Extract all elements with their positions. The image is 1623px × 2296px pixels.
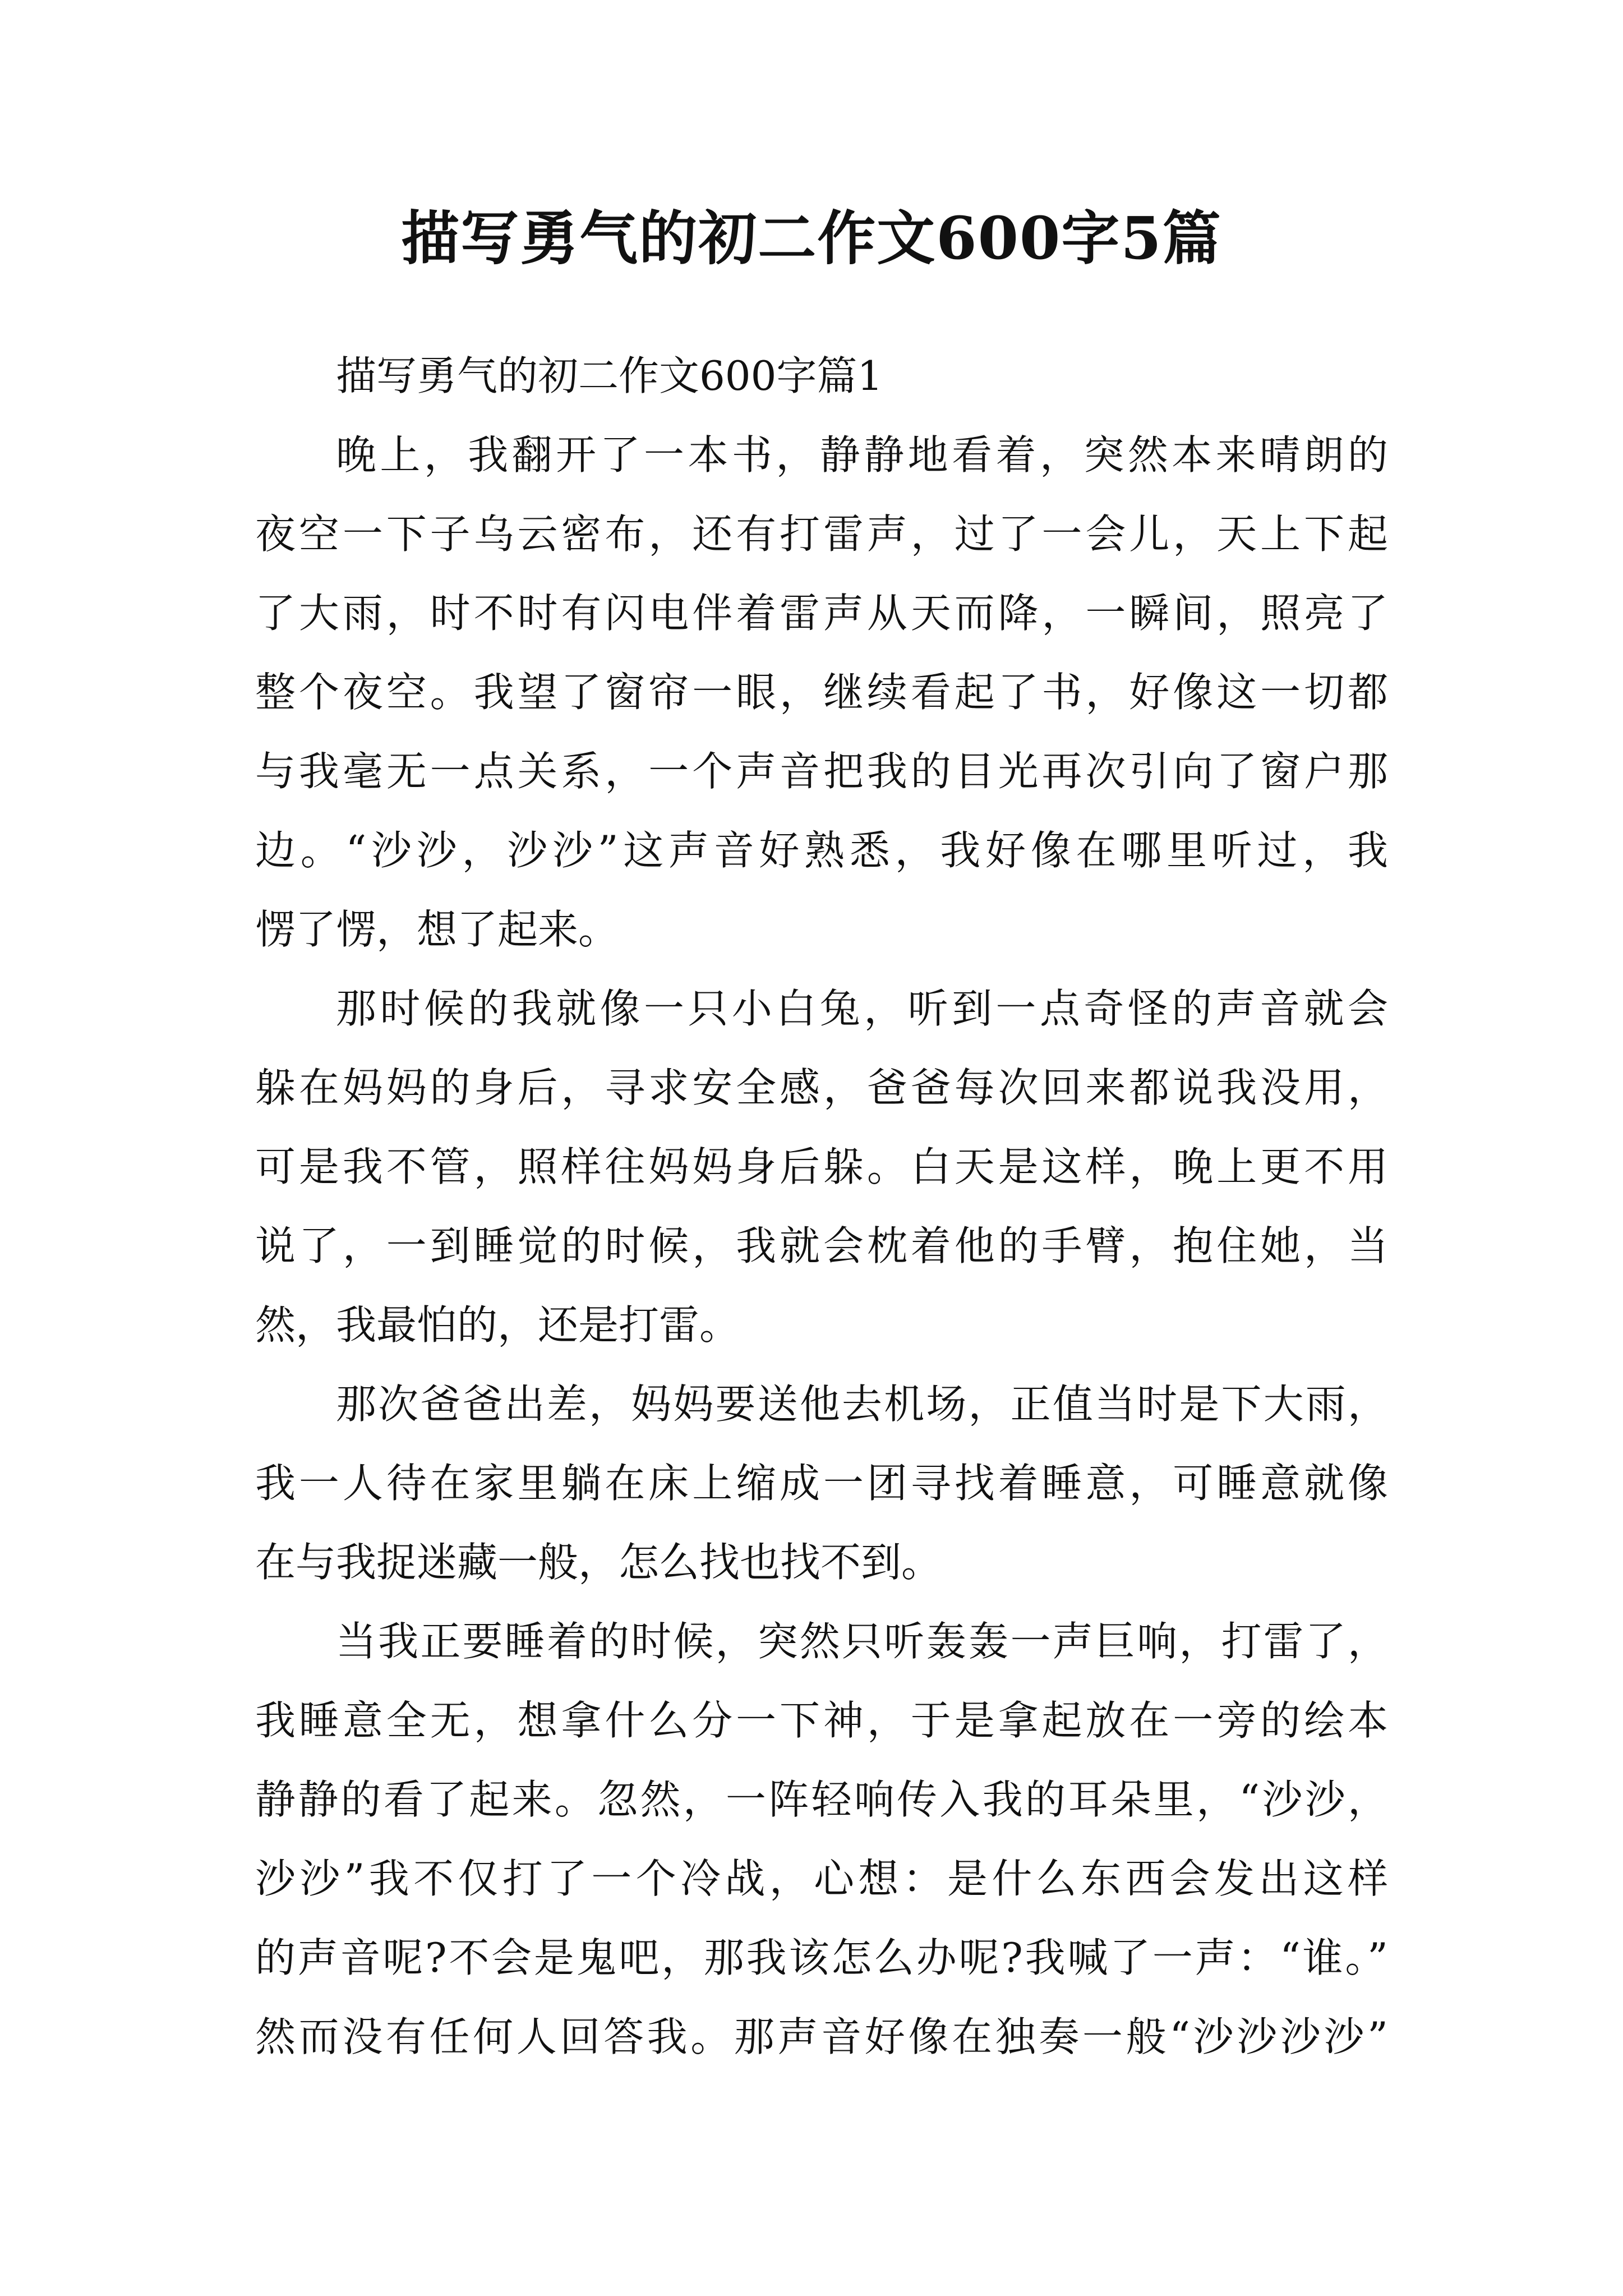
text-line: 可是我不管，照样往妈妈身后躲。白天是这样，晚上更不用 [255, 1143, 1388, 1190]
text-line: 与我毫无一点关系，一个声音把我的目光再次引向了窗户那 [255, 748, 1388, 795]
paragraph-4 [255, 1602, 1388, 2077]
text-line: 我一人待在家里躺在床上缩成一团寻找着睡意，可睡意就像 [255, 1460, 1388, 1507]
text-line: 躲在妈妈的身后，寻求安全感，爸爸每次回来都说我没用， [255, 1064, 1388, 1111]
text-line: 那时候的我就像一只小白兔，听到一点奇怪的声音就会 [336, 985, 1388, 1032]
text-line: 整个夜空。我望了窗帘一眼，继续看起了书，好像这一切都 [255, 669, 1388, 716]
section-heading: 描写勇气的初二作文600字篇1 [336, 352, 883, 399]
text-line: 的声音呢?不会是鬼吧，那我该怎么办呢?我喊了一声：“谁。” [255, 1934, 1388, 1981]
text-line: 说了，一到睡觉的时候，我就会枕着他的手臂，抱住她，当 [255, 1222, 1388, 1269]
text-line: 然而没有任何人回答我。那声音好像在独奏一般“沙沙沙沙” [255, 2013, 1388, 2060]
paragraph-1 [255, 416, 1388, 969]
text-line: 边。“沙沙，沙沙”这声音好熟悉，我好像在哪里听过，我 [255, 827, 1388, 874]
text-line: 那次爸爸出差，妈妈要送他去机场，正值当时是下大雨， [336, 1381, 1388, 1428]
text-line: 在与我捉迷藏一般，怎么找也找不到。 [255, 1539, 942, 1586]
document-body [255, 337, 1388, 2077]
text-line: 愣了愣，想了起来。 [255, 906, 619, 953]
text-line: 夜空一下子乌云密布，还有打雷声，过了一会儿，天上下起 [255, 510, 1388, 558]
paragraph-3 [255, 1365, 1388, 1602]
text-line: 晚上，我翻开了一本书，静静地看着，突然本来晴朗的 [336, 431, 1388, 478]
text-line: 当我正要睡着的时候，突然只听轰轰一声巨响，打雷了， [336, 1618, 1388, 1665]
text-line: 静静的看了起来。忽然，一阵轻响传入我的耳朵里，“沙沙， [255, 1776, 1388, 1823]
text-line: 了大雨，时不时有闪电伴着雷声从天而降，一瞬间，照亮了 [255, 590, 1388, 637]
text-line: 我睡意全无，想拿什么分一下神，于是拿起放在一旁的绘本 [255, 1697, 1388, 1744]
text-line: 沙沙”我不仅打了一个冷战，心想：是什么东西会发出这样 [255, 1855, 1388, 1902]
text-line: 然，我最怕的，还是打雷。 [255, 1301, 740, 1349]
paragraph-2 [255, 969, 1388, 1365]
document-title: 描写勇气的初二作文600字5篇 [401, 204, 1222, 273]
